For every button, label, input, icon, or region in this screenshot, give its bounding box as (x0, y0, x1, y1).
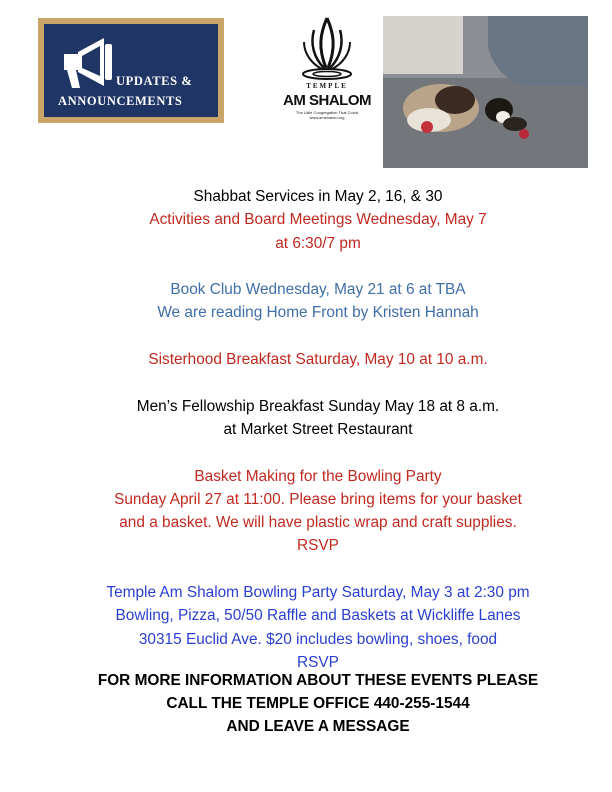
two-dogs-photo (383, 16, 588, 168)
basket-making-rsvp-text: RSVP (297, 537, 339, 555)
activities-meeting-text: Activities and Board Meetings Wednesday, May 7 (149, 211, 487, 229)
badge-title-line2: ANNOUNCEMENTS (58, 94, 183, 108)
spacer (30, 558, 606, 581)
logo-temple-text: TEMPLE (306, 82, 348, 90)
logo-tagline (282, 110, 372, 120)
spacer (30, 441, 606, 464)
bowling-party-title: Temple Am Shalom Bowling Party Saturday, May 3 at 2:30 pm (106, 584, 530, 602)
spacer (30, 371, 606, 394)
updates-announcements-badge (38, 18, 224, 123)
badge-title-line1: UPDATES & (116, 74, 193, 88)
book-club-text: Book Club Wednesday, May 21 at 6 at TBA (170, 281, 466, 299)
bowling-party-activities-text: Bowling, Pizza, 50/50 Raffle and Baskets at Wickliffe Lanes (115, 607, 521, 625)
basket-making-title: Basket Making for the Bowling Party (194, 467, 442, 485)
activities-time-text: at 6:30/7 pm (275, 234, 361, 252)
contact-footer (30, 669, 606, 738)
footer-line-3: AND LEAVE A MESSAGE (226, 718, 410, 735)
flame-menorah-icon (282, 12, 372, 84)
bowling-party-address-text: 30315 Euclid Ave. $20 includes bowling, shoes, food (138, 630, 498, 648)
logo-tagline-text: The Little Congregation That Could (295, 110, 359, 115)
basket-making-date-text: Sunday April 27 at 11:00. Please bring items for your basket (114, 490, 522, 508)
dogs-photo-image (383, 16, 588, 168)
bowling-party-rsvp-text: RSVP (297, 653, 339, 671)
logo-url-text: www.amshalom.org (309, 115, 345, 120)
badge-panel (44, 24, 218, 117)
spacer (30, 325, 606, 348)
logo-name-text: AM SHALOM (283, 92, 371, 109)
sisterhood-breakfast-text: Sisterhood Breakfast Saturday, May 10 at 10 a.m. (148, 351, 488, 369)
mens-breakfast-location-text: at Market Street Restaurant (223, 420, 413, 438)
temple-logo (282, 12, 372, 124)
mens-breakfast-text: Men’s Fellowship Breakfast Sunday May 18 at 8 a.m. (136, 397, 500, 415)
spacer (30, 255, 606, 278)
basket-making-details-text: and a basket. We will have plastic wrap and craft supplies. (119, 514, 517, 532)
event-listings (30, 185, 606, 674)
megaphone-icon (58, 36, 118, 94)
shabbat-services-text: Shabbat Services in May 2, 16, & 30 (193, 188, 443, 205)
book-title-text: We are reading Home Front by Kristen Hannah (157, 304, 479, 322)
footer-phone-line: CALL THE TEMPLE OFFICE 440-255-1544 (166, 695, 470, 712)
footer-line-1: FOR MORE INFORMATION ABOUT THESE EVENTS PLEASE (97, 672, 539, 689)
